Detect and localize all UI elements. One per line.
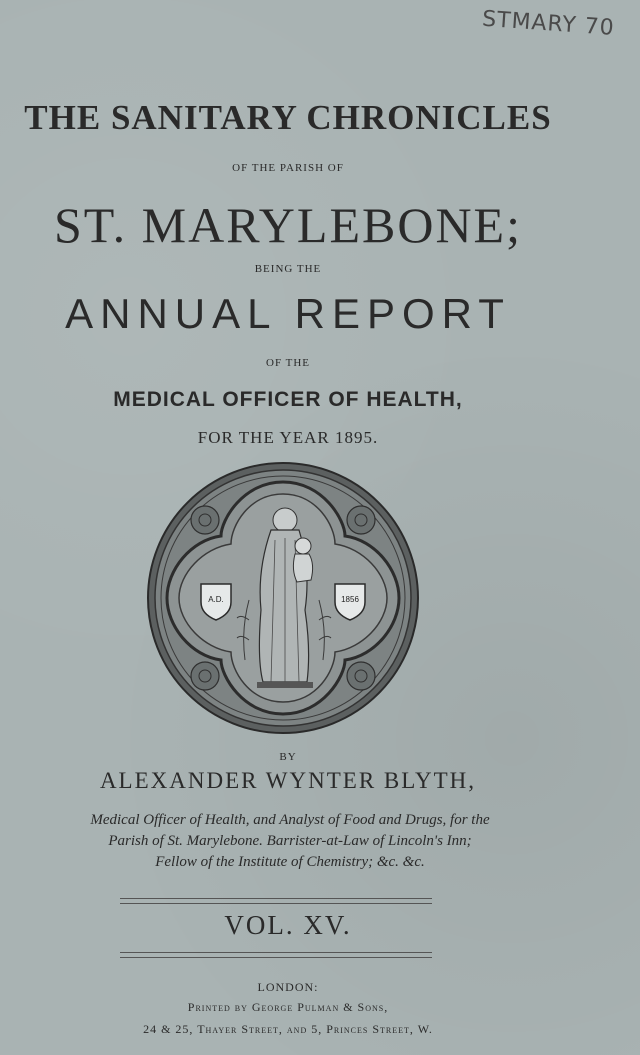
seal-left-shield-text: A.D.	[208, 595, 224, 604]
title-line-4: BEING THE	[254, 263, 322, 275]
author-by: BY	[279, 751, 297, 763]
qualifications-line-2: Parish of St. Marylebone. Barrister-at-Law of Lincoln's Inn;	[108, 833, 472, 849]
title-line-6: OF THE	[266, 357, 310, 369]
title-line-1: THE SANITARY CHRONICLES	[24, 98, 552, 137]
volume-number: VOL. XV.	[224, 910, 352, 940]
parish-seal	[145, 460, 421, 736]
divider-bottom	[120, 952, 432, 958]
title-line-2: OF THE PARISH OF	[232, 162, 344, 174]
qualifications-line-1: Medical Officer of Health, and Analyst of Food and Drugs, for the	[90, 812, 490, 828]
imprint-place: LONDON:	[257, 980, 319, 994]
title-line-5: ANNUAL REPORT	[65, 290, 511, 337]
seal-right-shield-text: 1856	[341, 595, 359, 604]
title-line-7: MEDICAL OFFICER OF HEALTH,	[113, 388, 463, 411]
author-qualifications	[10, 810, 570, 873]
divider-top	[120, 898, 432, 904]
imprint-address: 24 & 25, Thayer Street, and 5, Princes Street, W.	[143, 1022, 433, 1036]
imprint-printer: Printed by George Pulman & Sons,	[187, 1000, 389, 1014]
title-line-8: FOR THE YEAR 1895.	[197, 428, 379, 447]
qualifications-line-3: Fellow of the Institute of Chemistry; &c. &c.	[155, 854, 425, 870]
author-name: ALEXANDER WYNTER BLYTH,	[99, 768, 477, 793]
title-line-3: ST. MARYLEBONE;	[54, 197, 522, 253]
archive-mark: STMARY 70	[481, 6, 616, 41]
